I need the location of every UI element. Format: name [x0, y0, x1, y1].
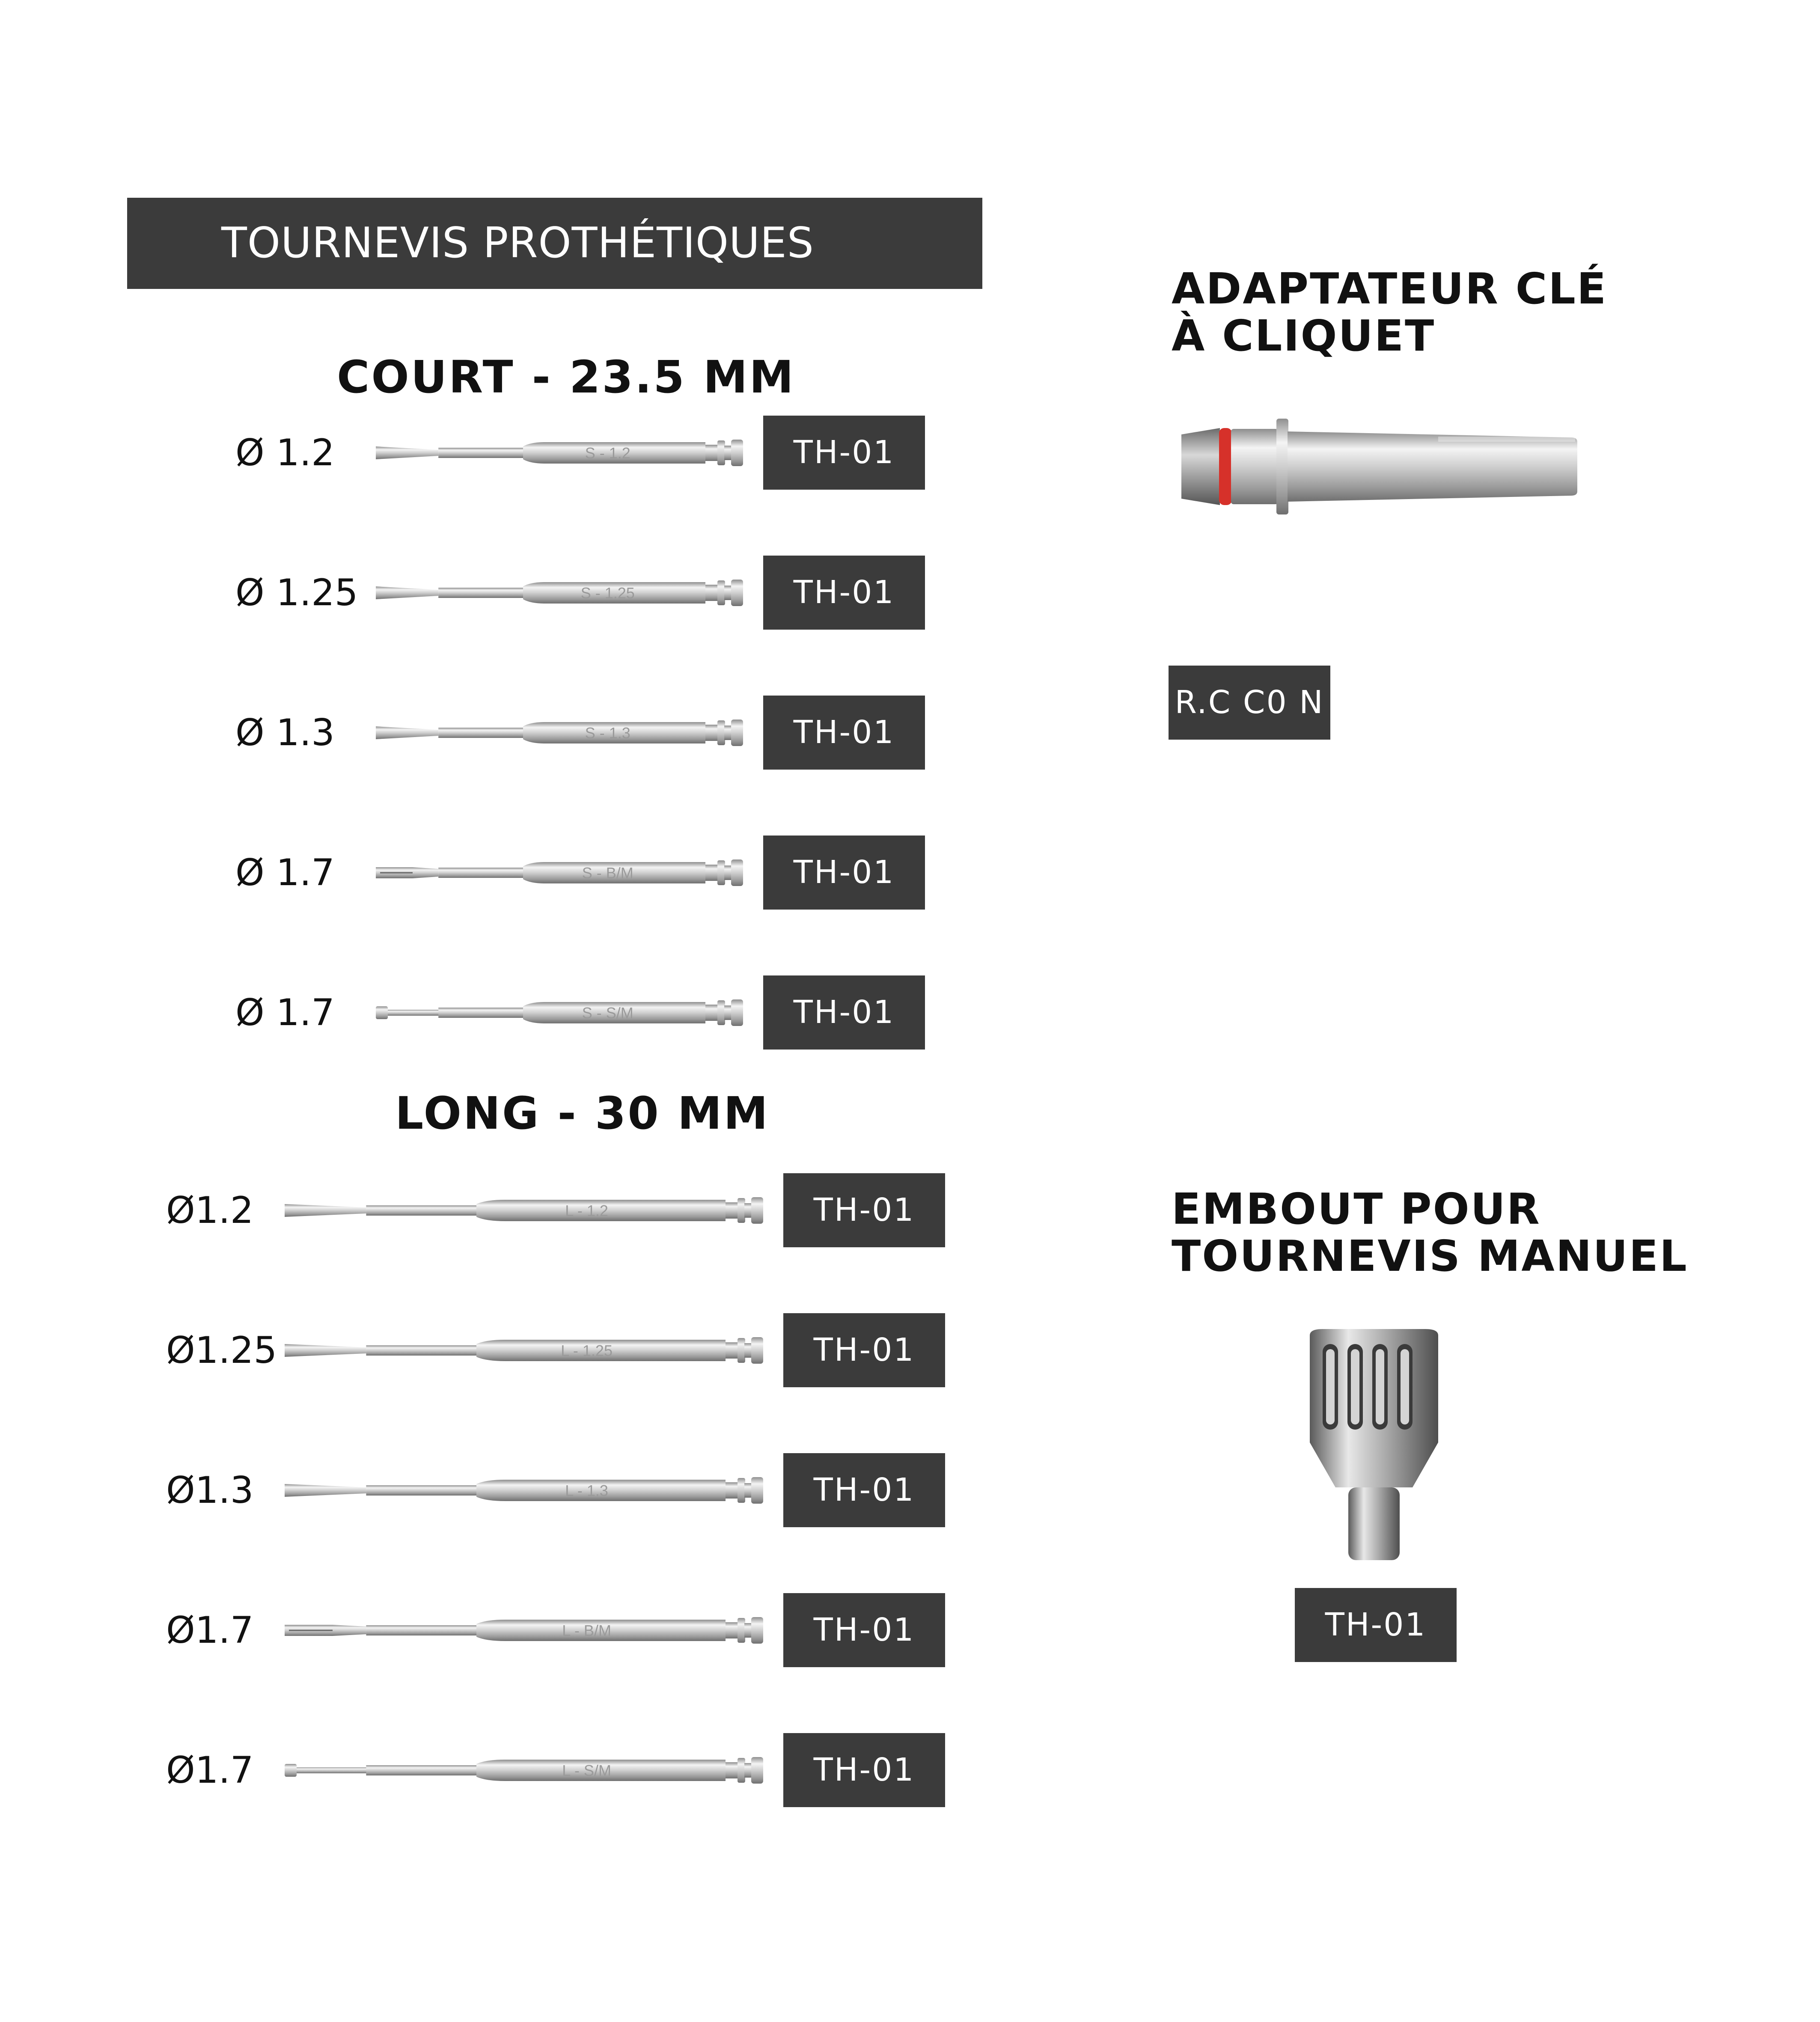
short-section-title: COURT - 23.5 MM — [337, 351, 795, 403]
ratchet-adapter-title — [1172, 265, 1607, 360]
short-screwdriver-icon — [376, 853, 744, 894]
product-code: TH-01 — [783, 1173, 945, 1247]
svg-text:S - 1.2: S - 1.2 — [585, 444, 630, 462]
manual-bit-title-line2: TOURNEVIS MANUEL — [1172, 1231, 1688, 1281]
driver-row — [0, 974, 1027, 1051]
product-code: TH-01 — [763, 836, 925, 910]
driver-row — [0, 554, 1027, 631]
product-code: TH-01 — [783, 1313, 945, 1387]
long-screwdriver-icon — [285, 1611, 764, 1651]
svg-text:L - B/M: L - B/M — [562, 1622, 611, 1639]
long-screwdriver-icon — [285, 1471, 764, 1511]
svg-text:L - S/M: L - S/M — [562, 1762, 611, 1779]
product-code: TH-01 — [783, 1733, 945, 1807]
short-screwdriver-icon — [376, 714, 744, 754]
ratchet-adapter-icon — [1181, 411, 1584, 524]
diameter-label: Ø1.2 — [166, 1189, 254, 1232]
svg-text:L - 1.3: L - 1.3 — [565, 1482, 608, 1499]
product-code: TH-01 — [783, 1593, 945, 1667]
diameter-label: Ø1.25 — [166, 1329, 277, 1372]
manual-bit-code: TH-01 — [1295, 1588, 1457, 1662]
driver-row — [0, 1452, 1027, 1529]
ratchet-adapter-code: R.C C0 N — [1169, 666, 1330, 740]
title-banner — [127, 198, 982, 289]
short-screwdriver-icon — [376, 993, 744, 1034]
diameter-label: Ø 1.7 — [235, 851, 335, 894]
driver-row — [0, 1172, 1027, 1249]
product-code: TH-01 — [763, 975, 925, 1050]
diameter-label: Ø1.7 — [166, 1749, 254, 1792]
product-code: TH-01 — [763, 696, 925, 770]
manual-driver-knob-icon — [1297, 1327, 1451, 1568]
driver-row — [0, 694, 1027, 771]
diameter-label: Ø 1.3 — [235, 711, 335, 754]
product-code: TH-01 — [783, 1453, 945, 1527]
diameter-label: Ø 1.7 — [235, 991, 335, 1034]
svg-text:S - 1.25: S - 1.25 — [580, 584, 635, 602]
short-screwdriver-icon — [376, 434, 744, 474]
manual-bit-title-line1: EMBOUT POUR — [1172, 1184, 1541, 1234]
long-screwdriver-icon — [285, 1331, 764, 1371]
svg-text:S - 1.3: S - 1.3 — [585, 724, 630, 742]
diameter-label: Ø 1.2 — [235, 431, 335, 474]
driver-row — [0, 1312, 1027, 1389]
svg-text:S - B/M: S - B/M — [582, 864, 633, 882]
long-section-title: LONG - 30 MM — [395, 1087, 770, 1139]
short-screwdriver-icon — [376, 574, 744, 614]
manual-bit-title — [1172, 1186, 1688, 1280]
ratchet-adapter-title-line1: ADAPTATEUR CLÉ — [1172, 264, 1608, 314]
driver-row — [0, 1592, 1027, 1669]
product-code: TH-01 — [763, 556, 925, 630]
long-screwdriver-icon — [285, 1751, 764, 1791]
ratchet-adapter-title-line2: À CLIQUET — [1172, 311, 1436, 361]
long-screwdriver-icon — [285, 1191, 764, 1231]
svg-text:S - S/M: S - S/M — [582, 1004, 633, 1022]
page-title: TOURNEVIS PROTHÉTIQUES — [221, 219, 814, 268]
svg-text:L - 1.25: L - 1.25 — [561, 1342, 613, 1359]
diameter-label: Ø 1.25 — [235, 571, 358, 614]
product-code: TH-01 — [763, 416, 925, 490]
driver-row — [0, 414, 1027, 491]
diameter-label: Ø1.3 — [166, 1469, 254, 1512]
driver-row — [0, 834, 1027, 911]
diameter-label: Ø1.7 — [166, 1609, 254, 1652]
driver-row — [0, 1732, 1027, 1809]
svg-text:L - 1.2: L - 1.2 — [565, 1202, 608, 1219]
